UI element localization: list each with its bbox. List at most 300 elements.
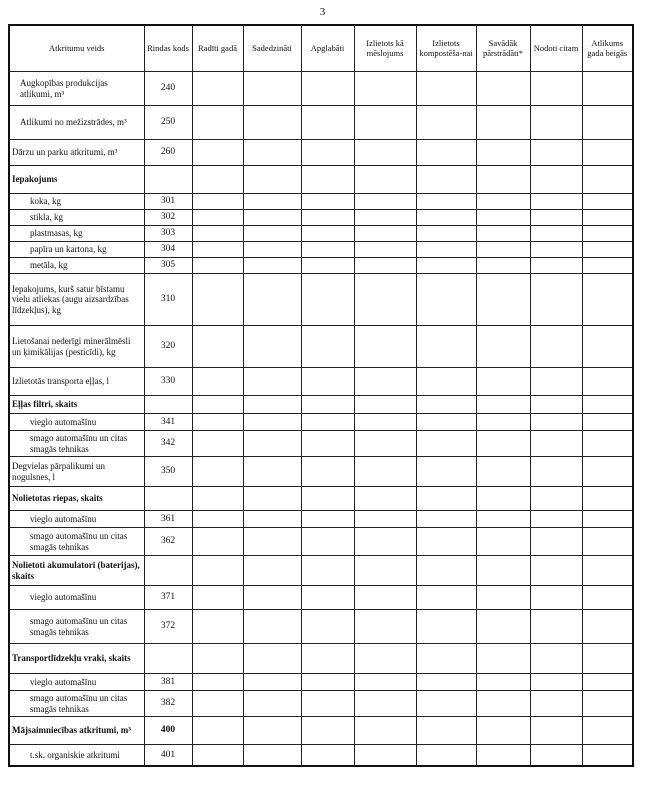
data-cell[interactable] — [192, 258, 243, 274]
data-cell[interactable] — [243, 644, 301, 674]
data-cell[interactable] — [192, 194, 243, 210]
col-header: Radīti gadā — [192, 25, 243, 72]
row-code: 301 — [144, 194, 192, 210]
row-label: smago automašīnu un citas smagās tehnikas — [9, 528, 144, 556]
data-cell[interactable] — [416, 396, 476, 414]
data-cell[interactable] — [476, 586, 530, 610]
data-cell[interactable] — [243, 528, 301, 556]
data-cell[interactable] — [243, 396, 301, 414]
data-cell[interactable] — [476, 556, 530, 586]
data-cell[interactable] — [476, 274, 530, 326]
table-row — [9, 396, 633, 414]
data-cell[interactable] — [354, 106, 416, 140]
data-cell[interactable] — [301, 674, 354, 691]
data-cell[interactable] — [301, 556, 354, 586]
table-row — [9, 644, 633, 674]
data-cell[interactable] — [243, 511, 301, 528]
data-cell[interactable] — [192, 511, 243, 528]
row-label: Iepakojums, kurš satur bīstamu vielu atliekas (augu aizsardzības līdzekļus), kg — [9, 274, 144, 326]
data-cell[interactable] — [301, 368, 354, 396]
data-cell[interactable] — [354, 194, 416, 210]
data-cell[interactable] — [476, 258, 530, 274]
data-cell[interactable] — [530, 194, 582, 210]
data-cell[interactable] — [301, 487, 354, 511]
data-cell[interactable] — [582, 431, 633, 457]
data-cell[interactable] — [416, 326, 476, 368]
data-cell[interactable] — [354, 717, 416, 745]
data-cell[interactable] — [192, 586, 243, 610]
data-cell[interactable] — [476, 140, 530, 166]
data-cell[interactable] — [243, 674, 301, 691]
row-code — [144, 644, 192, 674]
data-cell[interactable] — [243, 194, 301, 210]
data-cell[interactable] — [530, 674, 582, 691]
data-cell[interactable] — [301, 194, 354, 210]
data-cell[interactable] — [192, 610, 243, 644]
data-cell[interactable] — [416, 528, 476, 556]
col-header: Izlietots kompostēša-nai — [416, 25, 476, 72]
data-cell[interactable] — [416, 258, 476, 274]
data-cell[interactable] — [354, 610, 416, 644]
data-cell[interactable] — [416, 210, 476, 226]
data-cell[interactable] — [243, 691, 301, 717]
table-row — [9, 274, 633, 326]
row-label: papīra un kartona, kg — [9, 242, 144, 258]
data-cell[interactable] — [301, 691, 354, 717]
table-row — [9, 106, 633, 140]
data-cell[interactable] — [354, 586, 416, 610]
data-cell[interactable] — [416, 487, 476, 511]
data-cell[interactable] — [416, 610, 476, 644]
table-row — [9, 226, 633, 242]
row-label: Augkopības produkcijas atlikumi, m³ — [9, 72, 144, 106]
data-cell[interactable] — [192, 274, 243, 326]
data-cell[interactable] — [530, 487, 582, 511]
data-cell[interactable] — [476, 166, 530, 194]
col-header: Savādāk pārstrādāti* — [476, 25, 530, 72]
data-cell[interactable] — [582, 414, 633, 431]
data-cell[interactable] — [243, 368, 301, 396]
data-cell[interactable] — [476, 242, 530, 258]
data-cell[interactable] — [416, 556, 476, 586]
data-cell[interactable] — [416, 644, 476, 674]
data-cell[interactable] — [476, 511, 530, 528]
row-label: vieglo automašīnu — [9, 414, 144, 431]
data-cell[interactable] — [416, 457, 476, 487]
data-cell[interactable] — [301, 528, 354, 556]
data-cell[interactable] — [530, 140, 582, 166]
data-cell[interactable] — [354, 745, 416, 766]
table-row — [9, 674, 633, 691]
data-cell[interactable] — [476, 674, 530, 691]
data-cell[interactable] — [301, 140, 354, 166]
waste-table — [8, 24, 634, 767]
row-label: vieglo automašīnu — [9, 674, 144, 691]
data-cell[interactable] — [476, 528, 530, 556]
data-cell[interactable] — [476, 368, 530, 396]
data-cell[interactable] — [192, 457, 243, 487]
data-cell[interactable] — [416, 717, 476, 745]
data-cell[interactable] — [243, 226, 301, 242]
table-row — [9, 431, 633, 457]
data-cell[interactable] — [243, 72, 301, 106]
data-cell[interactable] — [301, 610, 354, 644]
row-label: Mājsaimniecības atkritumi, m³ — [9, 717, 144, 745]
data-cell[interactable] — [354, 258, 416, 274]
data-cell[interactable] — [582, 72, 633, 106]
data-cell[interactable] — [476, 610, 530, 644]
row-label: Nolietoti akumulatori (baterijas), skaits — [9, 556, 144, 586]
row-code: 320 — [144, 326, 192, 368]
data-cell[interactable] — [354, 274, 416, 326]
data-cell[interactable] — [301, 210, 354, 226]
data-cell[interactable] — [416, 72, 476, 106]
data-cell[interactable] — [416, 586, 476, 610]
row-label: Nolietotas riepas, skaits — [9, 487, 144, 511]
data-cell[interactable] — [476, 194, 530, 210]
table-row — [9, 210, 633, 226]
table-row — [9, 610, 633, 644]
data-cell[interactable] — [530, 745, 582, 766]
row-code: 240 — [144, 72, 192, 106]
data-cell[interactable] — [192, 691, 243, 717]
row-code: 361 — [144, 511, 192, 528]
table-row — [9, 258, 633, 274]
data-cell[interactable] — [476, 717, 530, 745]
data-cell[interactable] — [582, 717, 633, 745]
data-cell[interactable] — [416, 140, 476, 166]
data-cell[interactable] — [530, 528, 582, 556]
data-cell[interactable] — [354, 326, 416, 368]
table-row — [9, 745, 633, 766]
data-cell[interactable] — [354, 242, 416, 258]
data-cell[interactable] — [301, 166, 354, 194]
table-row — [9, 457, 633, 487]
data-cell[interactable] — [354, 72, 416, 106]
row-label: t.sk. organiskie atkritumi — [9, 745, 144, 766]
data-cell[interactable] — [192, 487, 243, 511]
data-cell[interactable] — [192, 674, 243, 691]
row-label: vieglo automašīnu — [9, 586, 144, 610]
data-cell[interactable] — [416, 674, 476, 691]
row-label: Izlietotās transporta eļļas, l — [9, 368, 144, 396]
row-label: Transportlīdzekļu vraki, skaits — [9, 644, 144, 674]
row-code: 362 — [144, 528, 192, 556]
data-cell[interactable] — [582, 674, 633, 691]
row-code: 304 — [144, 242, 192, 258]
data-cell[interactable] — [354, 528, 416, 556]
table-row — [9, 368, 633, 396]
data-cell[interactable] — [243, 140, 301, 166]
data-cell[interactable] — [301, 326, 354, 368]
data-cell[interactable] — [301, 457, 354, 487]
row-code: 400 — [144, 717, 192, 745]
data-cell[interactable] — [243, 610, 301, 644]
table-row — [9, 194, 633, 210]
data-cell[interactable] — [192, 414, 243, 431]
data-cell[interactable] — [243, 487, 301, 511]
row-label: Atlikumi no mežizstrādes, m³ — [9, 106, 144, 140]
data-cell[interactable] — [582, 210, 633, 226]
data-cell[interactable] — [354, 457, 416, 487]
data-cell[interactable] — [582, 457, 633, 487]
data-cell[interactable] — [192, 210, 243, 226]
data-cell[interactable] — [301, 414, 354, 431]
table-row — [9, 528, 633, 556]
table-row — [9, 72, 633, 106]
data-cell[interactable] — [301, 242, 354, 258]
data-cell[interactable] — [354, 674, 416, 691]
data-cell[interactable] — [530, 274, 582, 326]
data-cell[interactable] — [301, 258, 354, 274]
data-cell[interactable] — [582, 274, 633, 326]
col-header: Sadedzināti — [243, 25, 301, 72]
data-cell[interactable] — [354, 226, 416, 242]
row-code: 310 — [144, 274, 192, 326]
row-code: 305 — [144, 258, 192, 274]
data-cell[interactable] — [530, 258, 582, 274]
data-cell[interactable] — [530, 511, 582, 528]
data-cell[interactable] — [301, 586, 354, 610]
data-cell[interactable] — [530, 586, 582, 610]
page-number: 3 — [319, 6, 326, 18]
data-cell[interactable] — [582, 556, 633, 586]
data-cell[interactable] — [582, 487, 633, 511]
data-cell[interactable] — [582, 691, 633, 717]
data-cell[interactable] — [416, 166, 476, 194]
data-cell[interactable] — [530, 106, 582, 140]
data-cell[interactable] — [192, 140, 243, 166]
data-cell[interactable] — [354, 511, 416, 528]
data-cell[interactable] — [416, 368, 476, 396]
data-cell[interactable] — [476, 106, 530, 140]
data-cell[interactable] — [243, 556, 301, 586]
data-cell[interactable] — [582, 368, 633, 396]
data-cell[interactable] — [530, 368, 582, 396]
row-label: stikla, kg — [9, 210, 144, 226]
data-cell[interactable] — [582, 586, 633, 610]
data-cell[interactable] — [476, 487, 530, 511]
data-cell[interactable] — [530, 210, 582, 226]
data-cell[interactable] — [192, 528, 243, 556]
data-cell[interactable] — [416, 745, 476, 766]
data-cell[interactable] — [416, 274, 476, 326]
data-cell[interactable] — [192, 396, 243, 414]
data-cell[interactable] — [582, 140, 633, 166]
data-cell[interactable] — [301, 511, 354, 528]
data-cell[interactable] — [582, 242, 633, 258]
data-cell[interactable] — [243, 414, 301, 431]
table-row — [9, 326, 633, 368]
table-row — [9, 556, 633, 586]
data-cell[interactable] — [476, 644, 530, 674]
data-cell[interactable] — [301, 396, 354, 414]
data-cell[interactable] — [582, 226, 633, 242]
col-header: Atlikums gada beigās — [582, 25, 633, 72]
data-cell[interactable] — [354, 166, 416, 194]
data-cell[interactable] — [530, 556, 582, 586]
data-cell[interactable] — [243, 166, 301, 194]
data-cell[interactable] — [301, 226, 354, 242]
row-label: smago automašīnu un citas smagās tehnikas — [9, 691, 144, 717]
data-cell[interactable] — [301, 717, 354, 745]
data-cell[interactable] — [416, 414, 476, 431]
data-cell[interactable] — [530, 717, 582, 745]
data-cell[interactable] — [354, 556, 416, 586]
row-code: 401 — [144, 745, 192, 766]
data-cell[interactable] — [582, 745, 633, 766]
data-cell[interactable] — [582, 396, 633, 414]
table-row — [9, 691, 633, 717]
data-cell[interactable] — [530, 166, 582, 194]
data-cell[interactable] — [476, 457, 530, 487]
col-header: Nodoti citam — [530, 25, 582, 72]
data-cell[interactable] — [243, 106, 301, 140]
row-code: 260 — [144, 140, 192, 166]
data-cell[interactable] — [243, 457, 301, 487]
table-row — [9, 414, 633, 431]
data-cell[interactable] — [530, 610, 582, 644]
data-cell[interactable] — [416, 691, 476, 717]
data-cell[interactable] — [530, 242, 582, 258]
row-code: 302 — [144, 210, 192, 226]
data-cell[interactable] — [354, 368, 416, 396]
data-cell[interactable] — [192, 644, 243, 674]
data-cell[interactable] — [416, 242, 476, 258]
row-code — [144, 556, 192, 586]
row-code: 350 — [144, 457, 192, 487]
data-cell[interactable] — [582, 194, 633, 210]
data-cell[interactable] — [301, 274, 354, 326]
data-cell[interactable] — [192, 431, 243, 457]
row-code: 371 — [144, 586, 192, 610]
data-cell[interactable] — [582, 106, 633, 140]
data-cell[interactable] — [243, 586, 301, 610]
data-cell[interactable] — [192, 717, 243, 745]
data-cell[interactable] — [476, 326, 530, 368]
data-cell[interactable] — [243, 745, 301, 766]
data-cell[interactable] — [243, 242, 301, 258]
data-cell[interactable] — [354, 431, 416, 457]
data-cell[interactable] — [301, 644, 354, 674]
data-cell[interactable] — [476, 431, 530, 457]
col-header: Atkritumu veids — [9, 25, 144, 72]
data-cell[interactable] — [530, 414, 582, 431]
data-cell[interactable] — [530, 457, 582, 487]
data-cell[interactable] — [354, 396, 416, 414]
data-cell[interactable] — [416, 511, 476, 528]
data-cell[interactable] — [192, 226, 243, 242]
row-label: metāla, kg — [9, 258, 144, 274]
row-label: Dārzu un parku atkritumi, m³ — [9, 140, 144, 166]
data-cell[interactable] — [243, 258, 301, 274]
header-row — [9, 25, 633, 72]
row-code: 303 — [144, 226, 192, 242]
data-cell[interactable] — [243, 274, 301, 326]
data-cell[interactable] — [192, 242, 243, 258]
data-cell[interactable] — [530, 431, 582, 457]
row-code: 342 — [144, 431, 192, 457]
row-code: 341 — [144, 414, 192, 431]
data-cell[interactable] — [530, 326, 582, 368]
data-cell[interactable] — [530, 72, 582, 106]
col-header: Izlietots kā mēslojums — [354, 25, 416, 72]
table-row — [9, 140, 633, 166]
data-cell[interactable] — [582, 610, 633, 644]
row-label: Lietošanai nederīgi minerālmēsli un ķimikālijas (pesticīdi), kg — [9, 326, 144, 368]
data-cell[interactable] — [476, 210, 530, 226]
data-cell[interactable] — [354, 487, 416, 511]
data-cell[interactable] — [354, 140, 416, 166]
table-row — [9, 717, 633, 745]
row-code: 382 — [144, 691, 192, 717]
data-cell[interactable] — [530, 691, 582, 717]
data-cell[interactable] — [416, 226, 476, 242]
data-cell[interactable] — [476, 691, 530, 717]
row-label: koka, kg — [9, 194, 144, 210]
data-cell[interactable] — [243, 210, 301, 226]
table-row — [9, 511, 633, 528]
table-row — [9, 166, 633, 194]
data-cell[interactable] — [476, 72, 530, 106]
data-cell[interactable] — [243, 717, 301, 745]
data-cell[interactable] — [301, 106, 354, 140]
data-cell[interactable] — [530, 396, 582, 414]
row-label: plastmasas, kg — [9, 226, 144, 242]
data-cell[interactable] — [354, 210, 416, 226]
data-cell[interactable] — [192, 72, 243, 106]
data-cell[interactable] — [243, 431, 301, 457]
data-cell[interactable] — [582, 326, 633, 368]
data-cell[interactable] — [354, 414, 416, 431]
row-label: vieglo automašīnu — [9, 511, 144, 528]
data-cell[interactable] — [354, 644, 416, 674]
data-cell[interactable] — [192, 166, 243, 194]
data-cell[interactable] — [301, 431, 354, 457]
data-cell[interactable] — [582, 644, 633, 674]
data-cell[interactable] — [192, 368, 243, 396]
data-cell[interactable] — [530, 644, 582, 674]
row-label: smago automašīnu un citas smagās tehnikas — [9, 610, 144, 644]
row-code — [144, 166, 192, 194]
data-cell[interactable] — [476, 396, 530, 414]
data-cell[interactable] — [416, 431, 476, 457]
row-label: Degvielas pārpalikumi un nogulsnes, l — [9, 457, 144, 487]
data-cell[interactable] — [301, 72, 354, 106]
data-cell[interactable] — [301, 745, 354, 766]
data-cell[interactable] — [192, 556, 243, 586]
table-row — [9, 242, 633, 258]
row-code: 250 — [144, 106, 192, 140]
data-cell[interactable] — [582, 258, 633, 274]
col-header: Rindas kods — [144, 25, 192, 72]
data-cell[interactable] — [354, 691, 416, 717]
data-cell[interactable] — [243, 326, 301, 368]
data-cell[interactable] — [416, 106, 476, 140]
data-cell[interactable] — [582, 166, 633, 194]
data-cell[interactable] — [530, 226, 582, 242]
data-cell[interactable] — [192, 745, 243, 766]
data-cell[interactable] — [582, 528, 633, 556]
data-cell[interactable] — [476, 226, 530, 242]
data-cell[interactable] — [582, 511, 633, 528]
row-code: 372 — [144, 610, 192, 644]
data-cell[interactable] — [192, 106, 243, 140]
data-cell[interactable] — [416, 194, 476, 210]
data-cell[interactable] — [476, 414, 530, 431]
data-cell[interactable] — [192, 326, 243, 368]
data-cell[interactable] — [476, 745, 530, 766]
